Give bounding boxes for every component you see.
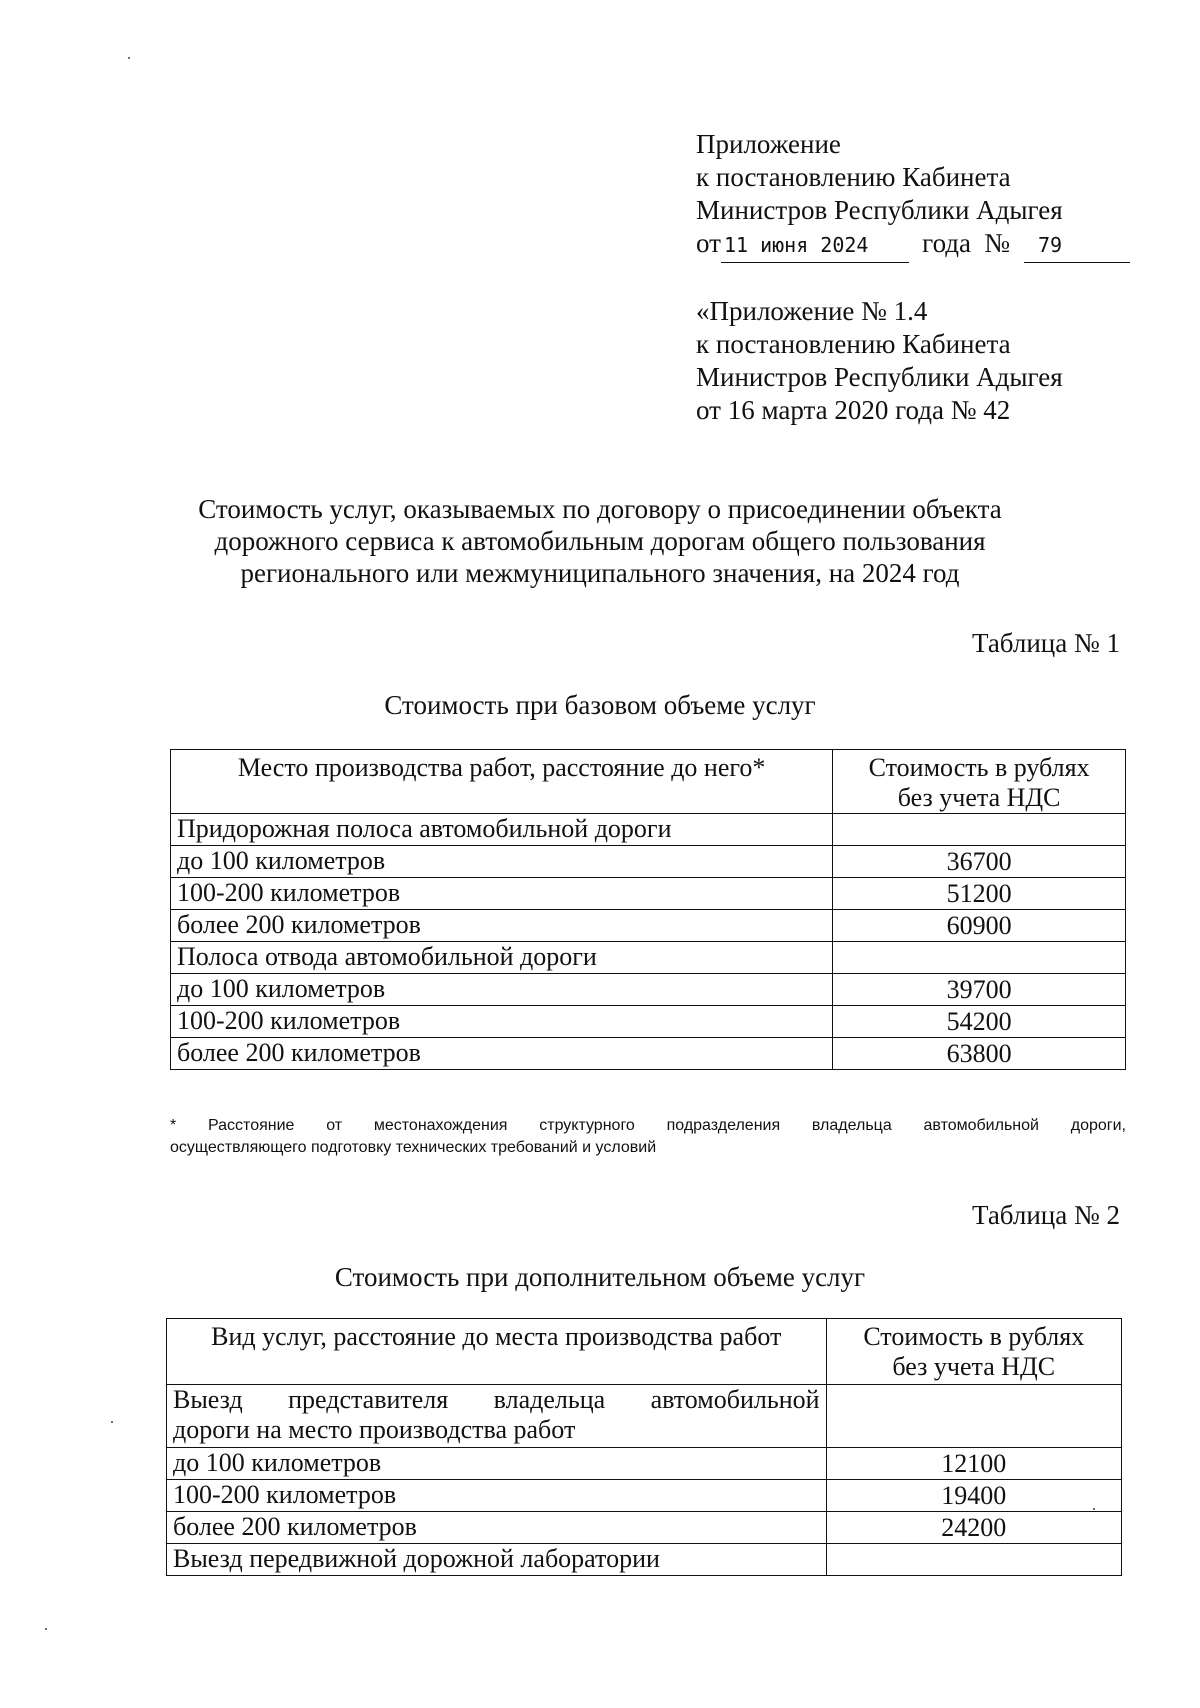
row-value: 24200	[826, 1512, 1121, 1544]
table1-caption: Стоимость при базовом объеме услуг	[384, 690, 816, 720]
row-label: до 100 километров	[171, 974, 833, 1006]
row-label: 100-200 километров	[167, 1480, 827, 1512]
word: от	[696, 395, 721, 425]
word: Министров	[696, 195, 828, 225]
table2-header-col2	[826, 1319, 1121, 1385]
table1-header-col2	[833, 750, 1126, 814]
word: от	[326, 1117, 343, 1134]
date-field: 11 июня 2024	[721, 229, 909, 263]
row-label: Выезд передвижной дорожной лаборатории	[167, 1544, 827, 1576]
word: Министров	[696, 362, 828, 392]
row-value	[826, 1544, 1121, 1576]
row-value: 51200	[833, 878, 1126, 910]
table-row	[167, 1544, 1122, 1576]
appendix-original	[696, 295, 1130, 427]
scan-speck	[45, 1628, 47, 1630]
word: автомобильной	[650, 1385, 820, 1414]
table2-caption: Стоимость при дополнительном объеме услуг	[334, 1262, 866, 1292]
table1-label: Таблица № 1	[972, 628, 1120, 658]
row-label-line-1	[173, 1385, 820, 1415]
table2-header-row	[167, 1319, 1122, 1385]
year-word: года	[922, 228, 972, 258]
table-row	[171, 1006, 1126, 1038]
table-row	[171, 1038, 1126, 1070]
footnote-line-1	[170, 1115, 1126, 1137]
title-line-1: Стоимость услуг, оказываемых по договору о присоединении объекта	[198, 494, 1002, 524]
word: марта	[761, 395, 828, 425]
row-value: 19400	[826, 1480, 1121, 1512]
row-value	[833, 814, 1126, 846]
word: Адыгея	[976, 195, 1063, 225]
word: №	[950, 395, 977, 425]
word: автомобильной	[923, 1117, 1039, 1134]
row-label	[167, 1385, 827, 1448]
header-line: без учета НДС	[892, 1352, 1056, 1381]
row-label: Полоса отвода автомобильной дороги	[171, 942, 833, 974]
footnote-line-2: осуществляющего подготовку технических требований и условий	[170, 1139, 657, 1156]
appendix-date-line	[696, 227, 1130, 263]
appendix-current	[696, 128, 1130, 263]
table2	[166, 1318, 1122, 1576]
word: к	[696, 329, 710, 359]
row-label: до 100 километров	[171, 846, 833, 878]
number-sign: №	[984, 228, 1011, 258]
row-value: 60900	[833, 910, 1126, 942]
row-label: более 200 километров	[171, 1038, 833, 1070]
word: местонахождения	[373, 1117, 508, 1134]
row-label: более 200 километров	[167, 1512, 827, 1544]
row-label: до 100 километров	[167, 1448, 827, 1480]
row-value: 39700	[833, 974, 1126, 1006]
table1-header-col1: Место производства работ, расстояние до него*	[171, 750, 833, 814]
title-line-3: регионального или межмуниципального значения, на 2024 год	[240, 558, 960, 588]
word: Адыгея	[976, 362, 1063, 392]
row-label-line-2: дороги на место производства работ	[173, 1415, 576, 1444]
word: постановлению	[715, 162, 896, 192]
table-row	[167, 1448, 1122, 1480]
row-value	[833, 942, 1126, 974]
word: постановлению	[715, 329, 896, 359]
header-line: Стоимость в рублях	[863, 1322, 1085, 1351]
appendix-original-title: «Приложение № 1.4	[696, 296, 928, 326]
header-line: Стоимость в рублях	[868, 753, 1090, 782]
row-label: более 200 километров	[171, 910, 833, 942]
appendix-line-3	[696, 194, 1130, 227]
appendix-line-2	[696, 161, 1130, 194]
number-field: 79	[1024, 229, 1130, 263]
table1-header-row	[171, 750, 1126, 814]
row-value: 63800	[833, 1038, 1126, 1070]
footnote	[170, 1115, 1126, 1159]
scan-speck	[111, 1421, 113, 1423]
word: года	[895, 395, 944, 425]
row-value: 54200	[833, 1006, 1126, 1038]
word: Кабинета	[902, 162, 1011, 192]
table2-label: Таблица № 2	[972, 1200, 1120, 1230]
word: владельца	[811, 1117, 892, 1134]
table-row	[167, 1385, 1122, 1448]
row-value: 36700	[833, 846, 1126, 878]
row-label: 100-200 километров	[171, 1006, 833, 1038]
word: Республики	[833, 362, 970, 392]
document-title	[150, 493, 1050, 589]
row-label: Придорожная полоса автомобильной дороги	[171, 814, 833, 846]
table-row	[171, 910, 1126, 942]
table-row	[167, 1480, 1122, 1512]
appendix-title: Приложение	[696, 129, 841, 159]
table-row	[171, 814, 1126, 846]
word: 16	[727, 395, 755, 425]
word: Республики	[833, 195, 970, 225]
scan-speck	[128, 57, 130, 59]
word: *	[170, 1117, 177, 1134]
word: структурного	[539, 1117, 635, 1134]
row-value: 12100	[826, 1448, 1121, 1480]
table2-header-col1: Вид услуг, расстояние до места производства работ	[167, 1319, 827, 1385]
word: владельца	[493, 1385, 606, 1414]
table-row	[171, 974, 1126, 1006]
word: Расстояние	[208, 1117, 295, 1134]
table-row	[171, 942, 1126, 974]
row-value	[826, 1385, 1121, 1448]
scan-speck	[1093, 1508, 1095, 1510]
word: к	[696, 162, 710, 192]
table1	[170, 749, 1126, 1070]
row-label: 100-200 километров	[171, 878, 833, 910]
appendix-original-line-3	[696, 361, 1130, 394]
word: представителя	[288, 1385, 449, 1414]
word: дороги,	[1070, 1117, 1126, 1134]
title-line-2: дорожного сервиса к автомобильным дорогам общего пользования	[214, 526, 986, 556]
word: Выезд	[173, 1385, 243, 1414]
table-row	[171, 878, 1126, 910]
word: 2020	[834, 395, 889, 425]
header-line: без учета НДС	[897, 783, 1061, 812]
date-prefix: от	[696, 228, 721, 258]
table-row	[167, 1512, 1122, 1544]
appendix-original-line-4	[696, 394, 1130, 427]
word: подразделения	[666, 1117, 781, 1134]
word: Кабинета	[902, 329, 1011, 359]
word: 42	[983, 395, 1011, 425]
appendix-original-line-2	[696, 328, 1130, 361]
table-row	[171, 846, 1126, 878]
